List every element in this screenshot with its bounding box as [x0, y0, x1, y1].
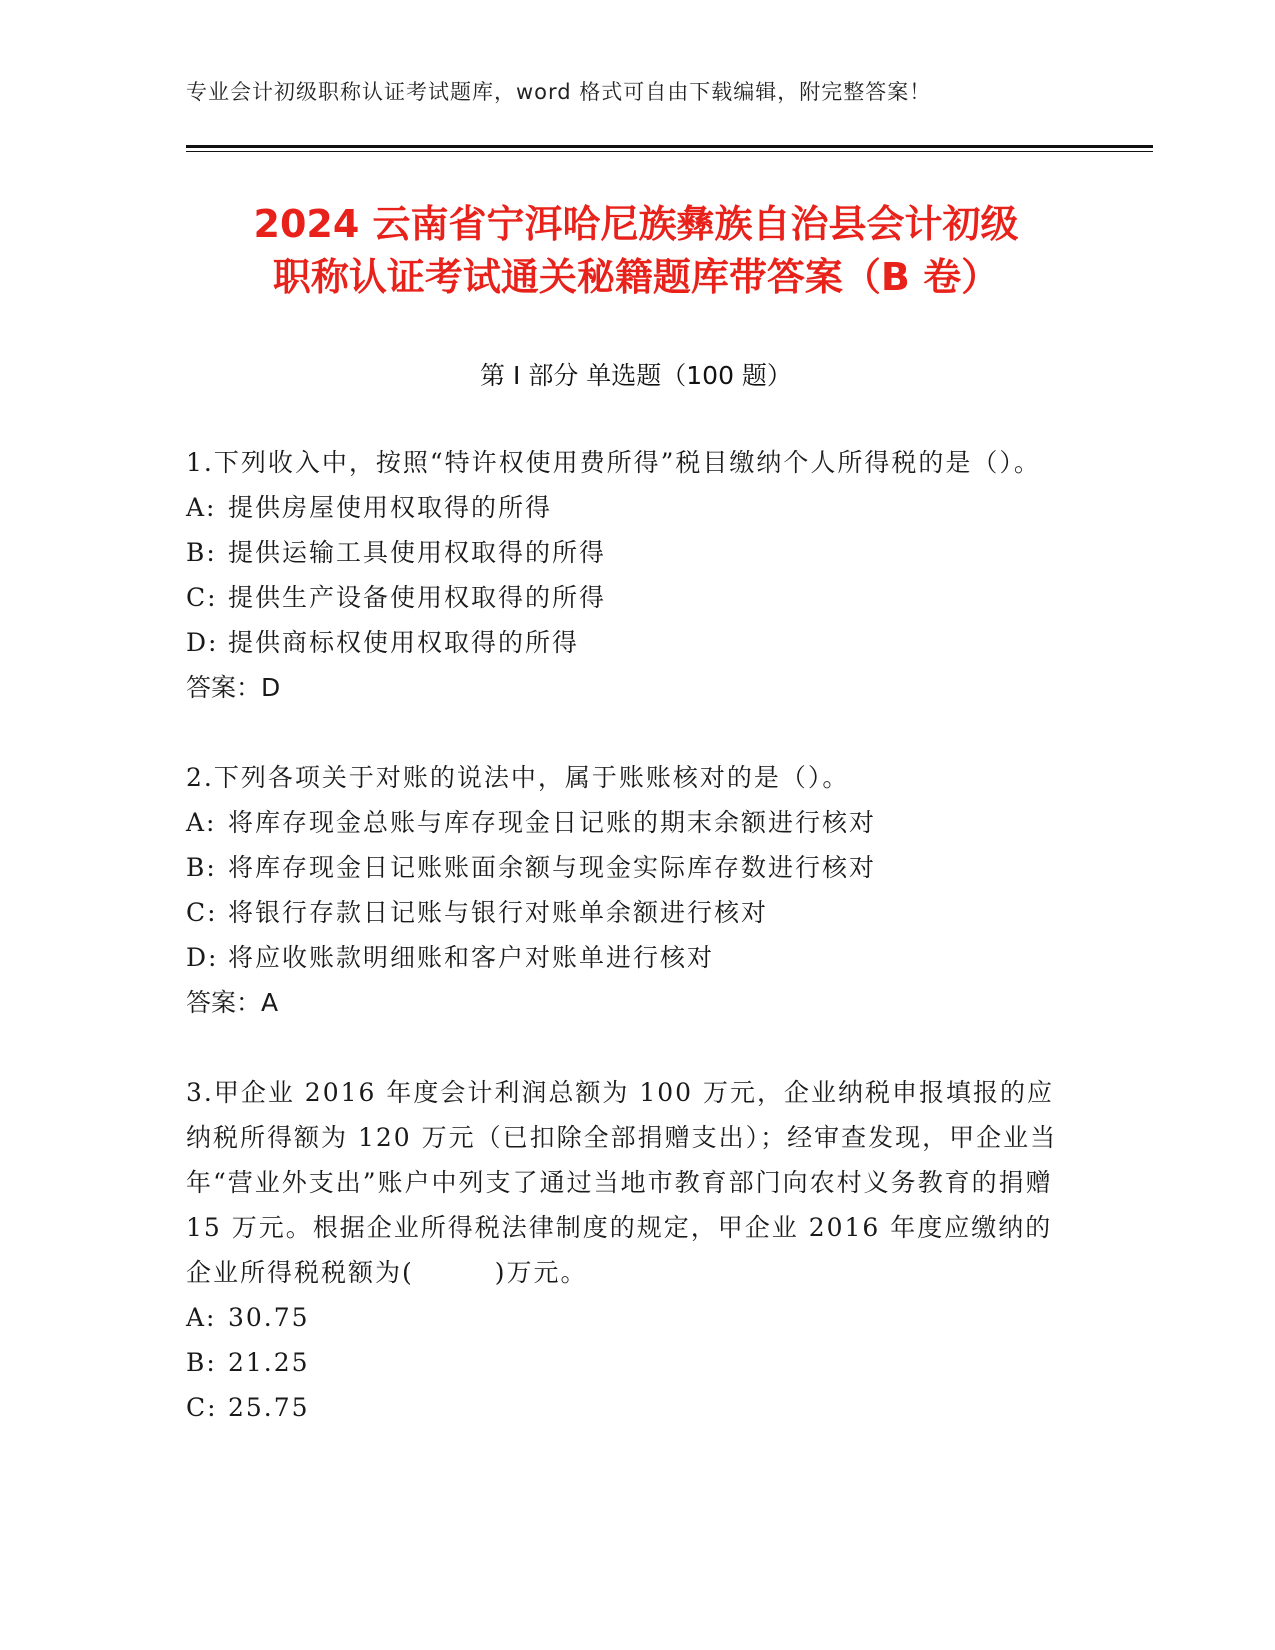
answer: 答案：D — [186, 673, 281, 702]
header-divider-thin — [186, 151, 1153, 152]
option-text: 将库存现金日记账账面余额与现金实际库存数进行核对 — [228, 853, 877, 882]
option-text: 30.75 — [228, 1303, 310, 1332]
option-text: 将库存现金总账与库存现金日记账的期末余额进行核对 — [228, 808, 877, 837]
page-header-text: 专业会计初级职称认证考试题库，word 格式可自由下载编辑，附完整答案！ — [186, 80, 932, 104]
option-letter: A: — [186, 493, 217, 522]
option-letter: D: — [186, 628, 219, 657]
option-a — [186, 800, 1066, 845]
document-title-line-2: 职称认证考试通关秘籍题库带答案（B 卷） — [272, 255, 1000, 299]
option-text: 提供房屋使用权取得的所得 — [228, 493, 553, 522]
option-d — [186, 935, 1066, 980]
document-title — [186, 198, 1086, 304]
document-title-line-1: 2024 云南省宁洱哈尼族彝族自治县会计初级 — [253, 202, 1019, 246]
option-letter: B: — [186, 853, 217, 882]
option-letter: D: — [186, 943, 219, 972]
option-letter: C: — [186, 1393, 218, 1422]
option-letter: B: — [186, 1348, 217, 1377]
option-letter: B: — [186, 538, 217, 567]
option-text: 提供生产设备使用权取得的所得 — [228, 583, 607, 612]
option-b — [186, 845, 1066, 890]
question-stem: 3.甲企业 2016 年度会计利润总额为 100 万元，企业纳税申报填报的应纳税所得额为 120 万元（已扣除全部捐赠支出）；经审查发现，甲企业当年“营业外支出”账户中列支了通过当地市教育部门向农村义务教育的捐赠 15 万元。根据企业所得税法律制度的规定，甲企业 2016 年度应缴纳的企业所得税税额为( )万元。 — [186, 1078, 1058, 1287]
option-b — [186, 1340, 1066, 1385]
option-a — [186, 485, 1066, 530]
option-text: 21.25 — [228, 1348, 310, 1377]
question-2 — [186, 755, 1066, 1025]
section-title: 第 I 部分 单选题（100 题） — [480, 361, 792, 390]
option-b — [186, 530, 1066, 575]
question-list — [186, 440, 1066, 1475]
option-c — [186, 1385, 1066, 1430]
question-3 — [186, 1070, 1066, 1430]
option-a — [186, 1295, 1066, 1340]
header-divider-thick — [186, 145, 1153, 148]
option-text: 提供商标权使用权取得的所得 — [228, 628, 580, 657]
option-letter: C: — [186, 898, 218, 927]
option-text: 25.75 — [228, 1393, 310, 1422]
option-c — [186, 890, 1066, 935]
option-letter: A: — [186, 1303, 217, 1332]
option-c — [186, 575, 1066, 620]
question-stem: 2.下列各项关于对账的说法中，属于账账核对的是（）。 — [186, 763, 850, 792]
option-letter: C: — [186, 583, 218, 612]
option-text: 提供运输工具使用权取得的所得 — [228, 538, 607, 567]
question-1 — [186, 440, 1066, 710]
question-stem: 1.下列收入中，按照“特许权使用费所得”税目缴纳个人所得税的是（）。 — [186, 448, 1041, 477]
option-text: 将应收账款明细账和客户对账单进行核对 — [228, 943, 715, 972]
option-letter: A: — [186, 808, 217, 837]
option-d — [186, 620, 1066, 665]
option-text: 将银行存款日记账与银行对账单余额进行核对 — [228, 898, 769, 927]
answer: 答案：A — [186, 988, 279, 1017]
